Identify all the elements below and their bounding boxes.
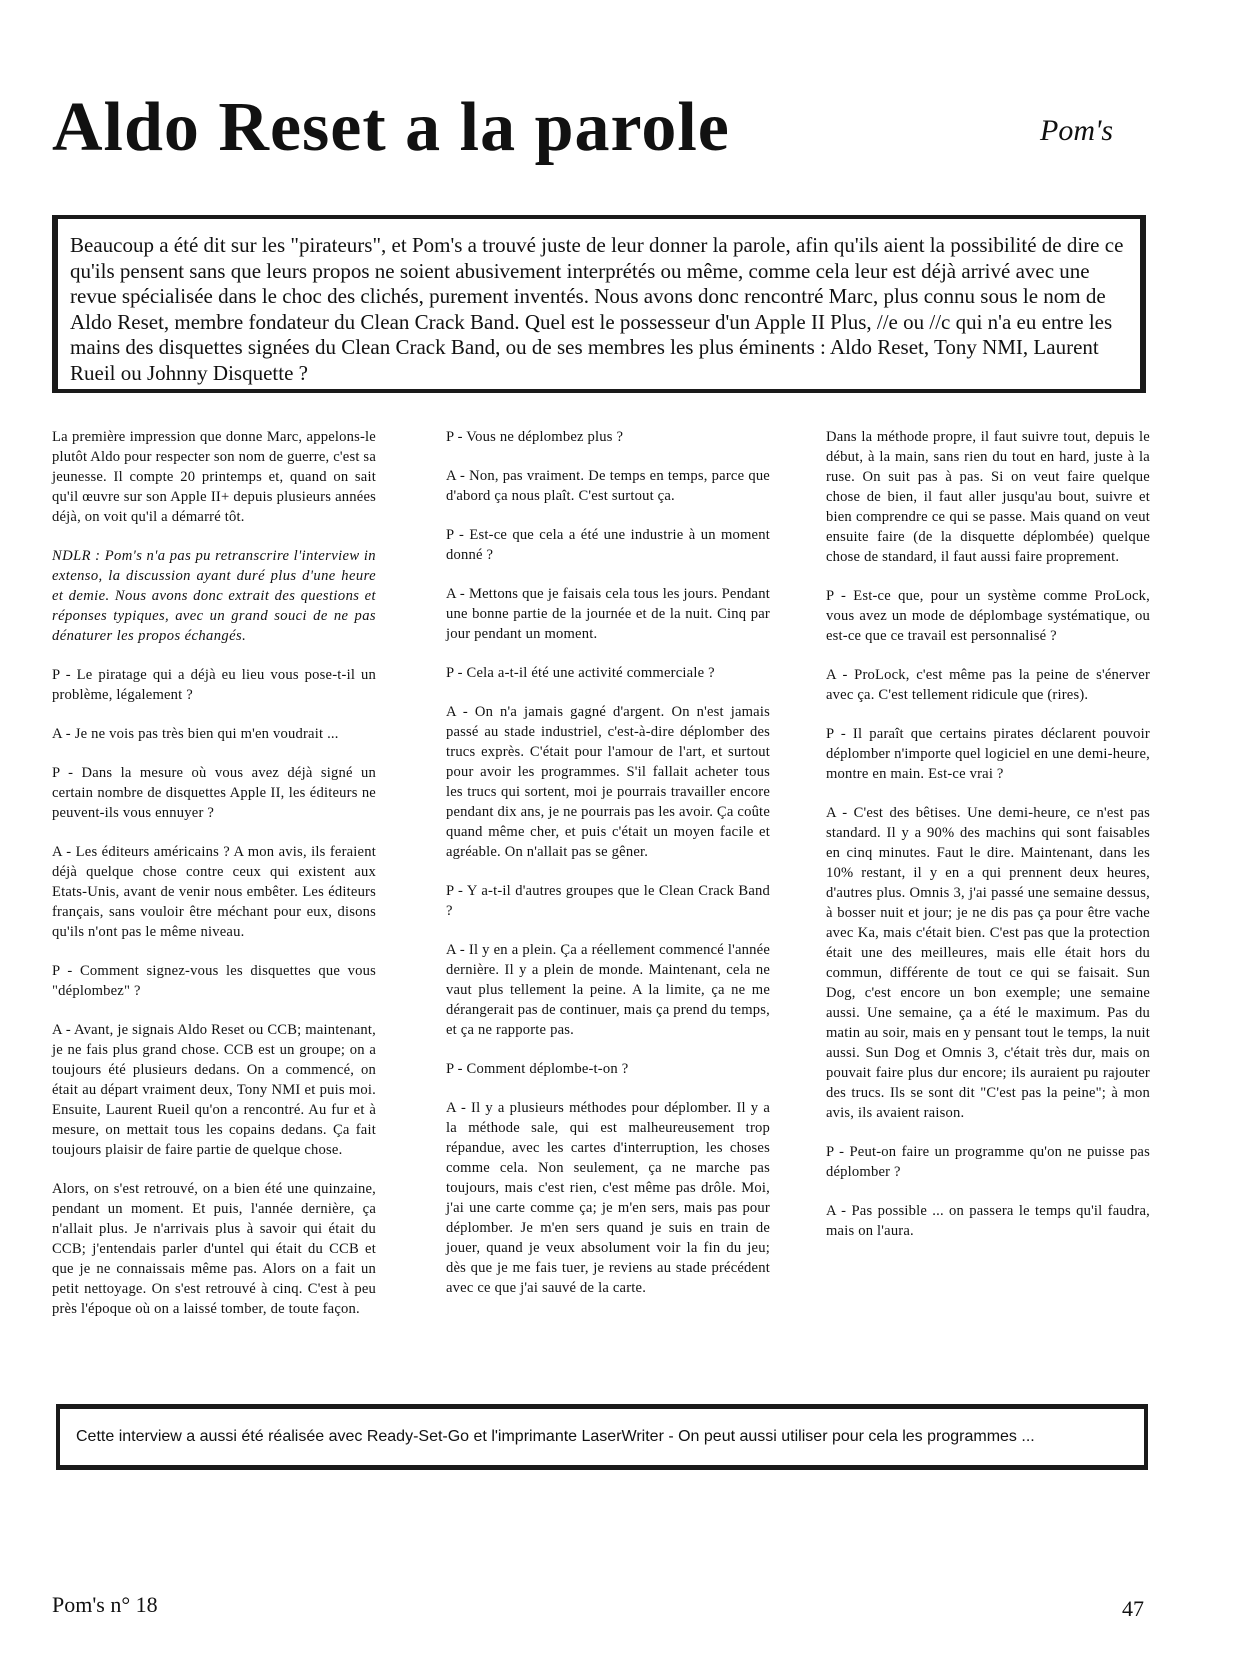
paragraph: A - Les éditeurs américains ? A mon avis, ils feraient déjà quelque chose contre ceux qui existent aux Etats-Unis, avant de venir nous embêter. Les éditeurs français, sans vouloir être méchant pour eux, disons qu'ils n'ont pas le même niveau.: [52, 844, 376, 940]
paragraph: P - Le piratage qui a déjà eu lieu vous pose-t-il un problème, légalement ?: [52, 667, 376, 703]
paragraph: Alors, on s'est retrouvé, on a bien été une quinzaine, pendant un moment. Et puis, l'année dernière, ça n'allait plus. Je n'arrivais plus à savoir qui était du CCB; j'entendais parler d'untel qui était du CCB et que je ne connaissais même pas. Alors on a fait un petit nettoyage. On s'est retrouvé à cinq. C'est à peu près l'époque où on a laissé tomber, de toute façon.: [52, 1181, 376, 1317]
paragraph: P - Est-ce que, pour un système comme ProLock, vous avez un mode de déplombage systématique, ou est-ce que ce travail est personnalisé ?: [826, 588, 1150, 644]
paragraph: P - Cela a-t-il été une activité commerciale ?: [446, 665, 715, 681]
paragraph: P - Est-ce que cela a été une industrie à un moment donné ?: [446, 527, 770, 563]
paragraph: A - Avant, je signais Aldo Reset ou CCB; maintenant, je ne fais plus grand chose. CCB est un groupe; on a toujours été plusieurs dedans. On a commencé, on était au départ vraiment deux, Tony NMI et puis moi. Ensuite, Laurent Rueil qu'on a rencontré. Au fur et à mesure, on mettait tous les copains dedans. Ça fait toujours plaisir de faire partie de quelque chose.: [52, 1022, 376, 1158]
production-note-text: Cette interview a aussi été réalisée avec Ready-Set-Go et l'imprimante LaserWriter - On peut aussi utiliser pour cela les programmes ...: [76, 1428, 1035, 1445]
paragraph: A - Il y a plusieurs méthodes pour déplomber. Il y a la méthode sale, qui est malheureusement trop répandue, avec les cartes d'interruption, les choses comme cela. Non seulement, ça ne marche pas toujours, mais c'est rien, c'est même pas drôle. Moi, j'ai une carte comme ça; je m'en sers, mais pas pour déplomber. Je m'en sers quand je suis en train de jouer, quand je veux absolument voir la fin du jeu; dès que je me fais tuer, je reviens au stade précédent avec ce que j'ai sauvé de la carte.: [446, 1100, 770, 1296]
paragraph: A - Pas possible ... on passera le temps qu'il faudra, mais on l'aura.: [826, 1203, 1150, 1239]
paragraph: P - Peut-on faire un programme qu'on ne puisse pas déplomber ?: [826, 1144, 1150, 1180]
paragraph: P - Comment déplombe-t-on ?: [446, 1061, 629, 1077]
paragraph: P - Vous ne déplombez plus ?: [446, 429, 624, 445]
paragraph: A - C'est des bêtises. Une demi-heure, ce n'est pas standard. Il y a 90% des machins qui sont faisables en cinq minutes. Faut le dire. Maintenant, dans les 10% restant, il y en a qui prennent deux heures, d'autres plus. Omnis 3, j'ai passé une semaine dessus, à bosser nuit et jour; je ne dis pas ça pour être vache avec Ka, mais c'était bien. C'est pas que la protection était une des meilleures, mais elle était hors du commun, différente de tout ce qui se faisait. Sun Dog, c'est encore un bon exemple; une semaine aussi. Une semaine, ça a été le maximum. Pas du matin au soir, mais en y pensant tout le temps, la nuit aussi. Sun Dog et Omnis 3, c'était très dur, mais on pouvait faire plus dur encore; ils auraient pu rajouter des trucs. Ils se sont dit "C'est pas la peine"; à mon avis, ils avaient raison.: [826, 805, 1150, 1121]
paragraph: P - Y a-t-il d'autres groupes que le Clean Crack Band ?: [446, 883, 770, 919]
production-note-box: [56, 1404, 1148, 1470]
paragraph: A - On n'a jamais gagné d'argent. On n'est jamais passé au stade industriel, c'est-à-dire déplomber des trucs exprès. C'était pour l'amour de l'art, et surtout pour avoir les programmes. S'il fallait acheter tous les trucs qui sortent, moi je pourrais travailler encore pendant dix ans, je ne pourrais pas les avoir. Ça coûte quand même cher, et puis c'était un moyen facile et agréable. On n'allait pas se gêner.: [446, 704, 770, 860]
footer-issue: Pom's n° 18: [52, 1592, 158, 1617]
article-title: Aldo Reset a la parole: [52, 89, 730, 166]
paragraph: A - ProLock, c'est même pas la peine de s'énerver avec ça. C'est tellement ridicule que (rires).: [826, 667, 1150, 703]
column-3: [826, 427, 1150, 1260]
paragraph: A - Il y en a plein. Ça a réellement commencé l'année dernière. Il y a plein de monde. Maintenant, cela ne vaut plus tellement la peine. A la limite, ça ne me dérangerait pas de continuer, mais ça prend du temps, et ça ne rapporte pas.: [446, 942, 770, 1038]
paragraph: A - Je ne vois pas très bien qui m'en voudrait ...: [52, 726, 339, 742]
paragraph: A - Mettons que je faisais cela tous les jours. Pendant une bonne partie de la journée et de la nuit. Cinq par jour pendant un moment.: [446, 586, 770, 642]
page-number: 47: [1122, 1596, 1144, 1621]
paragraph: P - Il paraît que certains pirates déclarent pouvoir déplomber n'importe quel logiciel en une demi-heure, montre en main. Est-ce vrai ?: [826, 726, 1150, 782]
paragraph: Dans la méthode propre, il faut suivre tout, depuis le début, à la main, sans rien du tout en hard, juste à la ruse. On suit pas à pas. Si on veut faire quelque chose de bien, il faut aller jusqu'au bout, suivre et bien comprendre ce qui se passe. Mais quand on veut ensuite faire (de la disquette déplombée) quelque chose de standard, il faut aussi faire proprement.: [826, 429, 1150, 565]
column-2: [446, 427, 770, 1317]
paragraph: La première impression que donne Marc, appelons-le plutôt Aldo pour respecter son nom de guerre, c'est sa jeunesse. Il compte 20 printemps et, quand on sait qu'il œuvre sur son Apple II+ depuis plusieurs années déjà, on voit qu'il a démarré tôt.: [52, 429, 376, 525]
paragraph: A - Non, pas vraiment. De temps en temps, parce que d'abord ça nous plaît. C'est surtout ça.: [446, 468, 770, 504]
magazine-brand: Pom's: [1040, 114, 1114, 147]
paragraph: P - Dans la mesure où vous avez déjà signé un certain nombre de disquettes Apple II, les éditeurs ne peuvent-ils vous ennuyer ?: [52, 765, 376, 821]
paragraph: P - Comment signez-vous les disquettes que vous "déplombez" ?: [52, 963, 376, 999]
intro-text: Beaucoup a été dit sur les "pirateurs", et Pom's a trouvé juste de leur donner la parole, afin qu'ils aient la possibilité de dire ce qu'ils pensent sans que leurs propos ne soient abusivement interprétés ou même, comme cela leur est déjà arrivé avec une revue spécialisée dans le choc des clichés, purement inventés. Nous avons donc rencontré Marc, plus connu sous le nom de Aldo Reset, membre fondateur du Clean Crack Band. Quel est le possesseur d'un Apple II Plus, //e ou //c qui n'a eu entre les mains des disquettes signées du Clean Crack Band, ou de ses membres les plus éminents : Aldo Reset, Tony NMI, Laurent Rueil ou Johnny Disquette ?: [70, 233, 1124, 385]
intro-box: [52, 215, 1146, 393]
column-1: [52, 427, 376, 1338]
editor-note: NDLR : Pom's n'a pas pu retranscrire l'interview in extenso, la discussion ayant duré plus d'une heure et demie. Nous avons donc extrait des questions et réponses typiques, avec un grand souci de ne pas dénaturer les propos échangés.: [52, 548, 376, 644]
